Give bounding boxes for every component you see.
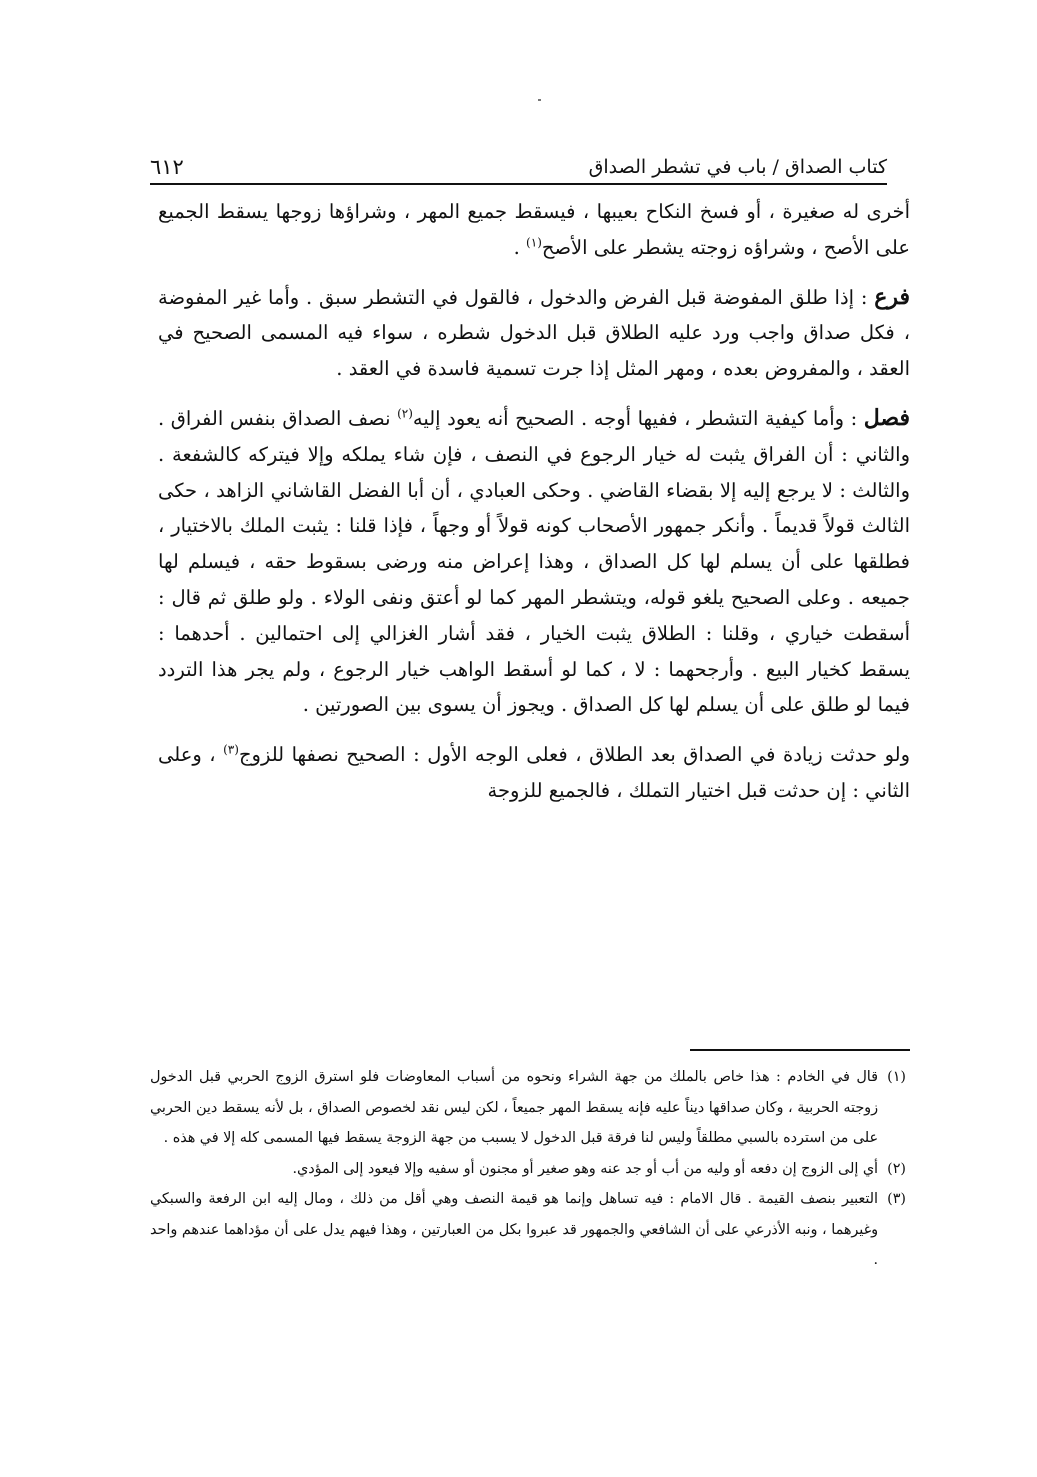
footnote-text: أي إلى الزوج إن دفعه أو وليه من أب أو جد عنه وهو صغير أو مجنون أو سفيه وإلا فيعود إلى المؤدي.: [292, 1160, 878, 1177]
paragraph-end: .: [513, 235, 527, 259]
header-rule: [150, 183, 887, 185]
paragraph-1: [158, 194, 910, 266]
paragraph-text-cont: ، وعلى الثاني : إن حدثت قبل اختيار التملك ، فالجميع للزوجة: [158, 743, 910, 802]
scan-speck: [538, 99, 541, 101]
paragraph-text: : وأما كيفية التشطر ، ففيها أوجه . الصحيح أنه يعود إليه: [412, 406, 864, 430]
paragraph-text: ولو حدثت زيادة في الصداق بعد الطلاق ، فعلى الوجه الأول : الصحيح نصفها للزوج: [238, 743, 910, 767]
footnote-number: (٢): [887, 1160, 906, 1177]
paragraph-text-cont: نصف الصداق بنفس الفراق . والثاني : أن الفراق يثبت له خيار الرجوع في النصف ، فإن شاء يملكه وإلا فيتركه كالشفعة . والثالث : لا يرجع إليه إلا بقضاء القاضي . وحكى العبادي ، أن أبا الفضل القاشاني الزاهد ، حكى الثالث قولاً قديماً . وأنكر جمهور الأصحاب كونه قولاً أو وجهاً ، فإذا قلنا : يثبت الملك بالاختيار ، فطلقها على أن يسلم لها كل الصداق ، وهذا إعراض منه ورضى بسقوط حقه ، فيسلم لها جميعه . وعلى الصحيح يلغو قوله، ويتشطر المهر كما لو أعتق ونفى الولاء . ولو طلق ثم قال : أسقطت خياري ، وقلنا : الطلاق يثبت الخيار ، فقد أشار الغزالي إلى احتمالين . أحدهما : يسقط كخيار البيع . وأرجحهما : لا ، كما لو أسقط الواهب خيار الرجوع ، ولم يجر هذا التردد فيما لو طلق على أن يسلم لها كل الصداق . ويجوز أن يسوى بين الصورتين .: [158, 406, 910, 717]
paragraph-far: [158, 280, 910, 387]
footnote-number: (١): [887, 1069, 906, 1085]
footnote-2: [150, 1154, 906, 1185]
page-number: ٦١٢: [150, 155, 184, 179]
section-lead-far: فرع: [874, 283, 910, 310]
footnote-separator: [690, 1049, 910, 1051]
footnote-1: [150, 1062, 906, 1154]
main-text: [158, 194, 910, 809]
footnote-3: [150, 1184, 906, 1276]
footnote-ref-2[interactable]: (٢): [397, 406, 413, 421]
footnote-text: قال في الخادم : هذا خاص بالملك من جهة الشراء ونحوه من أسباب المعاوضات فلو استرق الزوج الحربي قبل الدخول زوجته الحربية ، وكان صداقها ديناً عليه فإنه يسقط المهر جميعاً ، لكن ليس نقد لخصوص الصداق ، بل لأنه يسقط دين الحربي على من استرده بالسبي مطلقاً وليس لنا فرقة قبل الدخول لا يسبب من جهة الزوجة يسقط فيها المسمى كله إلا في هذه .: [150, 1069, 878, 1146]
section-lead-fasl: فصل: [863, 404, 910, 431]
footnotes: [150, 1062, 906, 1276]
paragraph-text: أخرى له صغيرة ، أو فسخ النكاح بعيبها ، فيسقط جميع المهر ، وشراؤها زوجها يسقط الجميع على الأصح ، وشراؤه زوجته يشطر على الأصح: [158, 200, 910, 259]
running-title: كتاب الصداق / باب في تشطر الصداق: [588, 156, 887, 178]
paragraph-fasl: [158, 401, 910, 723]
paragraph-4: [158, 737, 910, 809]
footnote-text: التعبير بنصف القيمة . قال الامام : فيه تساهل وإنما هو قيمة النصف وهي أقل من ذلك ، ومال إليه ابن الرفعة والسبكي وغيرهما ، ونبه الأذرعي على أن الشافعي والجمهور قد عبروا بكل من العبارتين ، وهذا فيهم يدل على أن مؤداهما عندهم واحد .: [150, 1191, 878, 1268]
paragraph-text: : إذا طلق المفوضة قبل الفرض والدخول ، فالقول في التشطر سبق . وأما غير المفوضة ، فكل صداق واجب ورد عليه الطلاق قبل الدخول شطره ، سواء فيه المسمى الصحيح في العقد ، والمفروض بعده ، ومهر المثل إذا جرت تسمية فاسدة في العقد .: [158, 285, 910, 381]
page-header: [150, 142, 887, 180]
footnote-ref-3[interactable]: (٣): [223, 742, 239, 757]
footnote-number: (٣): [887, 1191, 906, 1207]
footnote-ref-1[interactable]: (١): [526, 235, 542, 250]
